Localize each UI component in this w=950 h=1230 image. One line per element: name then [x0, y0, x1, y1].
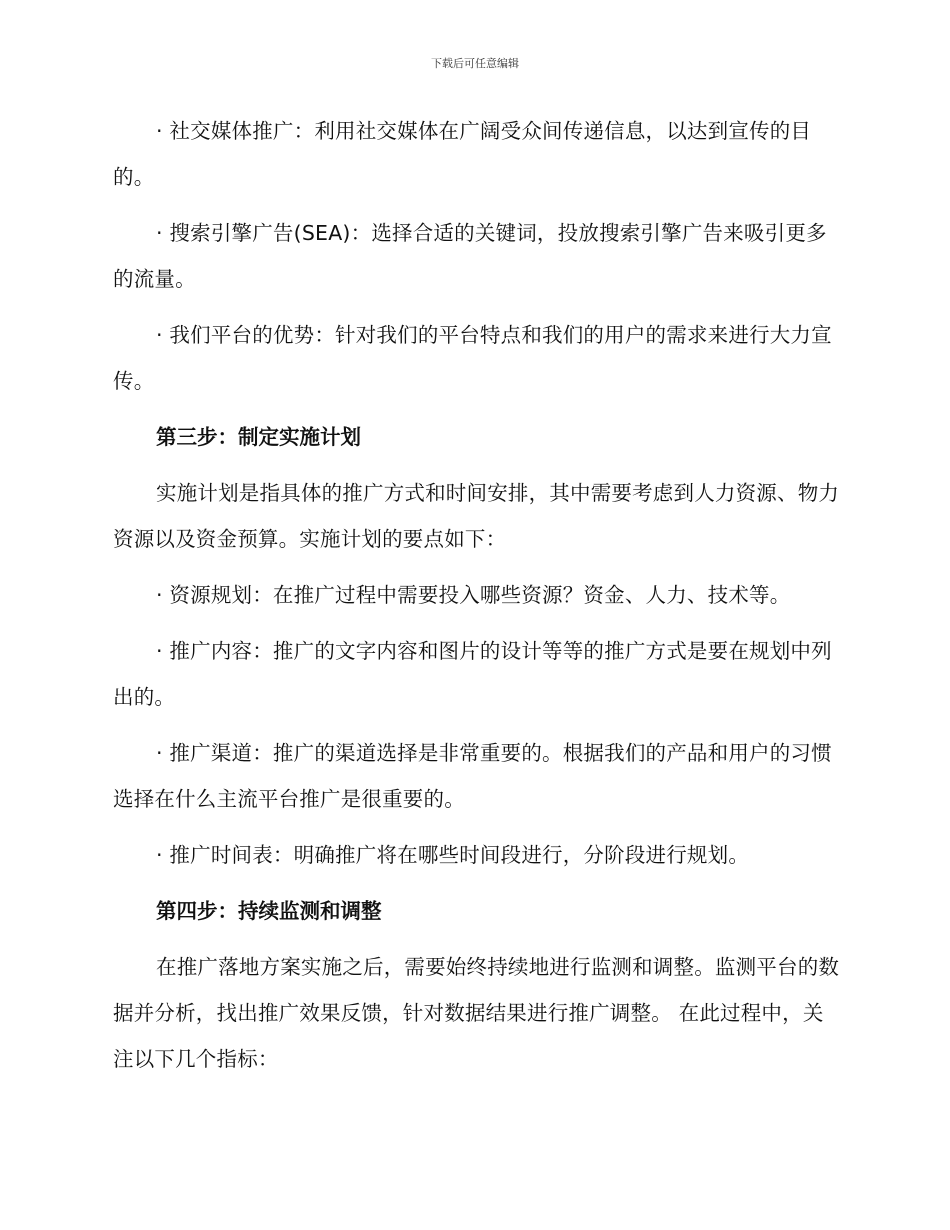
document-body: [113, 108, 843, 1092]
bullet-resource-planning: · 资源规划：在推广过程中需要投入哪些资源？资金、人力、技术等。: [156, 583, 791, 607]
section-heading-step-four: 第四步：持续监测和调整: [156, 899, 382, 923]
bullet-social-media: · 社交媒体推广：利用社交媒体在广阔受众间传递信息，以达到宣传的目的。: [113, 119, 812, 189]
bullet-search-ads: · 搜索引擎广告(SEA)：选择合适的关键词，投放搜索引擎广告来吸引更多的流量。: [113, 221, 827, 291]
bullet-promotion-channels: · 推广渠道：推广的渠道选择是非常重要的。根据我们的产品和用户的习惯选择在什么主流平台推广是很重要的。: [113, 741, 832, 811]
bullet-platform-advantage: · 我们平台的优势：针对我们的平台特点和我们的用户的需求来进行大力宣传。: [113, 323, 832, 393]
section-heading-step-three: 第三步：制定实施计划: [156, 425, 361, 449]
paragraph-monitoring: 在推广落地方案实施之后，需要始终持续地进行监测和调整。监测平台的数据并分析，找出推广效果反馈，针对数据结果进行推广调整。 在此过程中，关注以下几个指标：: [113, 955, 840, 1071]
page-header: 下载后可任意编辑: [431, 57, 519, 70]
paragraph-plan-intro: 实施计划是指具体的推广方式和时间安排，其中需要考虑到人力资源、物力资源以及资金预算。实施计划的要点如下：: [113, 481, 840, 551]
bullet-promotion-timeline: · 推广时间表：明确推广将在哪些时间段进行，分阶段进行规划。: [156, 843, 750, 867]
bullet-promotion-content: · 推广内容：推广的文字内容和图片的设计等等的推广方式是要在规划中列出的。: [113, 639, 832, 709]
